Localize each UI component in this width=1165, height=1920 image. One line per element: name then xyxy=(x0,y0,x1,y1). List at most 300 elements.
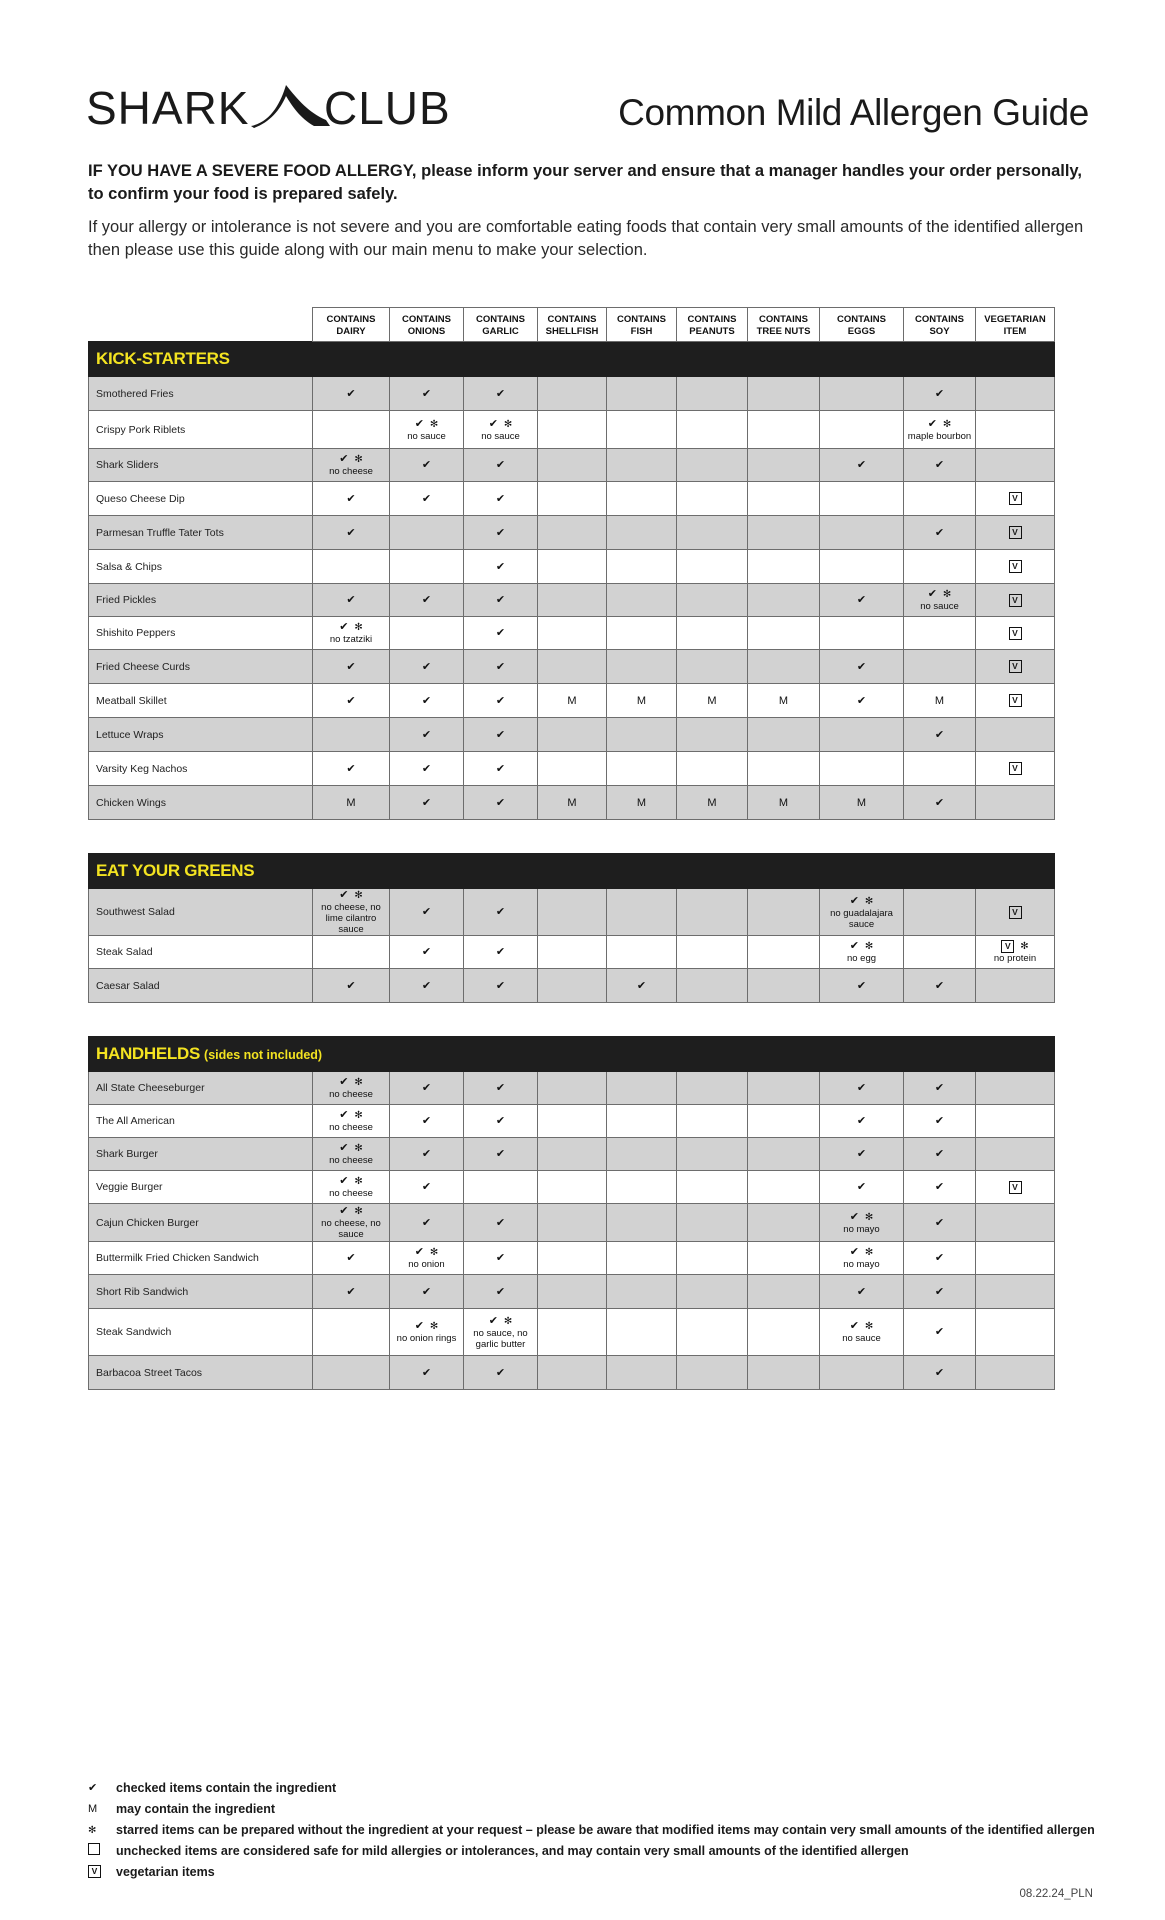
allergen-cell xyxy=(820,786,904,820)
column-header-soy xyxy=(904,308,976,342)
star-icon: ✻ xyxy=(354,1206,363,1217)
cell-symbols xyxy=(496,1286,505,1298)
cell-symbols xyxy=(489,418,513,430)
cell-content xyxy=(1009,526,1022,539)
cell-content xyxy=(329,453,373,477)
allergen-cell xyxy=(677,1204,748,1242)
allergen-cell xyxy=(607,449,677,482)
column-header-line: SOY xyxy=(929,325,950,337)
section-title: EAT YOUR GREENS xyxy=(96,861,255,880)
allergen-cell xyxy=(464,1275,538,1309)
cell-content xyxy=(313,1205,389,1240)
cell-content xyxy=(843,1211,879,1235)
allergen-cell xyxy=(607,1275,677,1309)
table-row xyxy=(89,1309,1055,1356)
allergen-cell xyxy=(677,752,748,786)
allergen-cell xyxy=(390,752,464,786)
cell-symbols xyxy=(935,729,944,741)
allergen-cell xyxy=(748,1171,820,1204)
column-header-line: CONTAINS xyxy=(617,313,666,325)
allergen-cell xyxy=(820,969,904,1003)
allergen-cell xyxy=(464,550,538,584)
cell-symbols xyxy=(567,695,576,707)
allergen-cell xyxy=(976,1105,1055,1138)
cell-content xyxy=(496,906,505,918)
allergen-cell xyxy=(464,584,538,617)
allergen-cell xyxy=(607,1309,677,1356)
cell-content xyxy=(1009,1181,1022,1194)
allergen-cell xyxy=(976,550,1055,584)
check-icon: ✔ xyxy=(339,1205,349,1217)
allergen-cell xyxy=(904,1242,976,1275)
menu-item-name: Veggie Burger xyxy=(89,1171,313,1204)
allergen-cell xyxy=(976,684,1055,718)
legend-symbol xyxy=(88,1782,116,1794)
cell-symbols xyxy=(935,388,944,400)
table-row xyxy=(89,969,1055,1003)
cell-symbols xyxy=(422,946,431,958)
allergen-cell xyxy=(464,482,538,516)
cell-content xyxy=(422,1148,431,1160)
allergen-cell xyxy=(677,1275,748,1309)
cell-content xyxy=(857,1181,866,1193)
table-row xyxy=(89,377,1055,411)
cell-symbols xyxy=(496,1148,505,1160)
check-icon: ✔ xyxy=(346,387,356,400)
table-row xyxy=(89,1171,1055,1204)
allergen-cell xyxy=(538,969,607,1003)
vegetarian-icon: V xyxy=(1001,940,1014,953)
allergen-cell xyxy=(538,684,607,718)
modification-note: no onion rings xyxy=(396,1333,457,1344)
cell-content xyxy=(857,459,866,471)
check-icon: ✔ xyxy=(849,1210,859,1223)
allergen-cell xyxy=(976,584,1055,617)
check-icon: ✔ xyxy=(856,594,867,606)
vegetarian-icon: V xyxy=(1009,560,1022,573)
table-row xyxy=(89,584,1055,617)
cell-symbols xyxy=(339,453,363,465)
allergen-cell xyxy=(313,1171,390,1204)
allergen-cell xyxy=(820,684,904,718)
check-icon: ✔ xyxy=(495,728,506,741)
allergen-cell xyxy=(748,516,820,550)
allergen-cell xyxy=(538,1356,607,1390)
cell-content xyxy=(1009,560,1022,573)
check-icon: ✔ xyxy=(934,1216,945,1229)
cell-symbols xyxy=(857,980,866,992)
cell-content xyxy=(994,940,1036,964)
document-code: 08.22.24_PLN xyxy=(1019,1888,1093,1900)
allergen-cell xyxy=(904,1309,976,1356)
cell-content xyxy=(857,980,866,992)
cell-content xyxy=(857,797,866,809)
cell-symbols xyxy=(935,980,944,992)
cell-content xyxy=(496,695,505,707)
cell-content xyxy=(330,621,372,645)
cell-content xyxy=(422,695,431,707)
allergen-cell xyxy=(820,617,904,650)
check-icon: ✔ xyxy=(495,1285,506,1298)
check-icon: ✔ xyxy=(421,459,432,471)
cell-content xyxy=(422,1286,431,1298)
cell-symbols xyxy=(496,946,505,958)
may-contain-mark: M xyxy=(567,796,577,809)
check-icon: ✔ xyxy=(346,526,356,539)
modification-note: no sauce xyxy=(481,430,520,442)
cell-symbols xyxy=(422,493,431,505)
check-icon: ✔ xyxy=(927,417,937,430)
cell-content xyxy=(496,763,505,775)
cell-content xyxy=(857,1082,866,1094)
cell-symbols xyxy=(339,1076,363,1088)
allergen-cell xyxy=(464,1171,538,1204)
check-icon: ✔ xyxy=(927,588,937,600)
allergen-cell xyxy=(464,449,538,482)
allergen-cell xyxy=(607,650,677,684)
section-title: HANDHELDS xyxy=(96,1044,201,1063)
allergen-cell xyxy=(390,718,464,752)
brand-text-right: CLUB xyxy=(324,82,451,130)
cell-content xyxy=(935,1181,944,1193)
star-icon: ✻ xyxy=(429,1321,439,1332)
legend-row xyxy=(88,1840,1128,1861)
cell-symbols xyxy=(422,594,431,606)
legend-symbol xyxy=(88,1803,116,1815)
may-contain-mark: M xyxy=(346,796,356,809)
allergen-cell xyxy=(390,1072,464,1105)
legend-row xyxy=(88,1777,1128,1798)
cell-symbols xyxy=(857,661,866,673)
cell-content xyxy=(346,388,355,400)
allergen-cell xyxy=(607,377,677,411)
cell-content xyxy=(496,946,505,958)
cell-content xyxy=(346,980,355,992)
menu-item-name: Salsa & Chips xyxy=(89,550,313,584)
vegetarian-icon: V xyxy=(1009,694,1022,707)
check-icon: ✔ xyxy=(339,1175,349,1187)
allergen-cell xyxy=(464,411,538,449)
cell-symbols xyxy=(567,797,576,809)
allergen-cell xyxy=(464,1242,538,1275)
cell-content xyxy=(779,695,788,707)
modification-note: no egg xyxy=(846,953,877,964)
cell-symbols xyxy=(346,594,355,606)
allergen-cell xyxy=(904,516,976,550)
allergen-cell xyxy=(538,1309,607,1356)
cell-symbols xyxy=(1009,560,1022,572)
check-icon: ✔ xyxy=(934,526,945,539)
column-header-line: CONTAINS xyxy=(476,313,525,325)
allergen-cell xyxy=(390,1105,464,1138)
allergen-cell xyxy=(538,411,607,449)
cell-symbols xyxy=(346,1286,355,1298)
allergen-cell xyxy=(904,1171,976,1204)
cell-symbols xyxy=(1009,594,1022,606)
cell-content xyxy=(820,895,903,930)
cell-symbols xyxy=(707,797,716,809)
allergen-cell xyxy=(748,377,820,411)
allergen-cell xyxy=(976,718,1055,752)
cell-content xyxy=(1009,492,1022,505)
menu-item-name: Short Rib Sandwich xyxy=(89,1275,313,1309)
table-row xyxy=(89,718,1055,752)
cell-content xyxy=(707,695,716,707)
cell-content xyxy=(847,940,876,964)
cell-content xyxy=(422,493,431,505)
allergen-cell xyxy=(313,718,390,752)
allergen-cell xyxy=(677,969,748,1003)
cell-symbols xyxy=(935,459,944,471)
column-header-eggs xyxy=(820,308,904,342)
section-header xyxy=(89,854,1055,889)
cell-symbols xyxy=(928,588,952,600)
table-row xyxy=(89,1138,1055,1171)
cell-symbols xyxy=(422,729,431,741)
modification-note: no cheese xyxy=(329,1188,373,1199)
cell-symbols xyxy=(496,695,505,707)
column-header-line: EGGS xyxy=(847,325,876,337)
cell-symbols xyxy=(415,1320,439,1332)
check-icon: ✔ xyxy=(495,492,506,505)
cell-symbols xyxy=(935,1252,944,1264)
column-header-line: PEANUTS xyxy=(689,325,735,337)
cell-content xyxy=(329,1142,373,1166)
allergen-cell xyxy=(607,1204,677,1242)
table-row xyxy=(89,482,1055,516)
cell-content xyxy=(496,797,505,809)
cell-symbols xyxy=(422,980,431,992)
cell-symbols xyxy=(422,1148,431,1160)
cell-symbols xyxy=(857,695,866,707)
cell-symbols xyxy=(928,418,952,430)
menu-item-name: Varsity Keg Nachos xyxy=(89,752,313,786)
allergen-cell xyxy=(820,377,904,411)
cell-content xyxy=(496,661,505,673)
allergen-cell xyxy=(607,969,677,1003)
cell-content xyxy=(346,797,355,809)
allergen-cell xyxy=(538,482,607,516)
modification-note: no mayo xyxy=(843,1259,880,1270)
table-row xyxy=(89,516,1055,550)
allergen-cell xyxy=(904,718,976,752)
cell-content xyxy=(329,1175,373,1199)
allergen-cell xyxy=(538,1171,607,1204)
allergen-cell xyxy=(748,1356,820,1390)
allergen-cell xyxy=(820,650,904,684)
allergen-cell xyxy=(748,1138,820,1171)
allergen-cell xyxy=(976,1356,1055,1390)
allergen-cell xyxy=(464,752,538,786)
allergen-cell xyxy=(538,752,607,786)
table-row xyxy=(89,1072,1055,1105)
modification-note: no sauce xyxy=(920,601,959,612)
severe-allergy-warning xyxy=(88,160,1098,206)
allergen-cell xyxy=(313,482,390,516)
menu-item-name: Fried Cheese Curds xyxy=(89,650,313,684)
menu-item-name: Steak Salad xyxy=(89,936,313,969)
check-icon: ✔ xyxy=(495,979,506,992)
modification-note: no cheese xyxy=(329,1122,373,1133)
allergen-cell xyxy=(976,1171,1055,1204)
cell-symbols xyxy=(339,889,363,901)
cell-symbols xyxy=(779,797,788,809)
table-row xyxy=(89,1356,1055,1390)
vegetarian-icon: V xyxy=(1009,492,1022,505)
cell-symbols xyxy=(857,797,866,809)
allergen-cell xyxy=(677,1356,748,1390)
cell-symbols xyxy=(489,1315,513,1327)
allergen-cell xyxy=(748,550,820,584)
allergen-cell xyxy=(904,936,976,969)
allergen-cell xyxy=(748,969,820,1003)
cell-content xyxy=(496,1367,505,1379)
allergen-cell xyxy=(677,786,748,820)
allergen-cell xyxy=(390,617,464,650)
check-icon: ✔ xyxy=(495,762,506,775)
cell-content xyxy=(707,797,716,809)
cell-content xyxy=(346,695,355,707)
cell-symbols xyxy=(779,695,788,707)
check-icon: ✔ xyxy=(856,1181,867,1193)
allergen-cell xyxy=(820,1309,904,1356)
check-icon: ✔ xyxy=(495,1148,506,1160)
check-icon: ✔ xyxy=(346,660,356,673)
cell-content xyxy=(496,980,505,992)
cell-content xyxy=(422,1181,431,1193)
allergen-cell xyxy=(748,1204,820,1242)
table-row xyxy=(89,936,1055,969)
legend-symbol xyxy=(88,1824,116,1836)
section-header xyxy=(89,1037,1055,1072)
legend-symbol xyxy=(88,1843,116,1858)
allergen-cell xyxy=(390,969,464,1003)
cell-content xyxy=(935,527,944,539)
cell-symbols xyxy=(339,621,363,633)
cell-content xyxy=(408,1246,444,1270)
allergen-cell xyxy=(904,449,976,482)
cell-content xyxy=(346,1286,355,1298)
cell-content xyxy=(329,1076,373,1100)
cell-content xyxy=(313,889,389,935)
cell-symbols xyxy=(496,1217,505,1229)
table-row xyxy=(89,650,1055,684)
star-icon: ✻ xyxy=(429,1247,439,1258)
cell-content xyxy=(422,980,431,992)
table-row xyxy=(89,786,1055,820)
allergen-cell xyxy=(607,752,677,786)
allergen-cell xyxy=(748,482,820,516)
warning-rest: please inform your server and ensure that a manager handles your order personally, to confirm your food is prepared safely. xyxy=(88,162,1082,203)
allergen-cell xyxy=(976,1204,1055,1242)
modification-note: no guadalajara sauce xyxy=(830,907,893,930)
allergen-cell xyxy=(748,1105,820,1138)
cell-symbols xyxy=(339,1175,363,1187)
modification-note: no sauce, no garlic butter xyxy=(473,1327,528,1350)
allergen-cell xyxy=(976,1242,1055,1275)
allergen-cell xyxy=(607,936,677,969)
check-icon: ✔ xyxy=(934,1181,945,1193)
table-row xyxy=(89,684,1055,718)
allergen-cell xyxy=(976,377,1055,411)
allergen-cell xyxy=(313,752,390,786)
cell-symbols xyxy=(496,561,505,573)
allergen-cell xyxy=(607,617,677,650)
cell-content xyxy=(908,418,971,442)
cell-symbols xyxy=(422,695,431,707)
cell-content xyxy=(422,1115,431,1127)
cell-content xyxy=(857,661,866,673)
vegetarian-icon: V xyxy=(1009,627,1022,640)
check-icon: ✔ xyxy=(849,940,859,952)
check-icon: ✔ xyxy=(488,1314,498,1327)
column-header-line: VEGETARIAN xyxy=(984,313,1046,325)
check-icon: ✔ xyxy=(339,1142,349,1154)
allergen-cell xyxy=(748,1309,820,1356)
star-icon: ✻ xyxy=(354,622,363,633)
cell-content xyxy=(935,695,944,707)
menu-item-name: Lettuce Wraps xyxy=(89,718,313,752)
column-header-line: FISH xyxy=(630,325,653,337)
allergen-cell xyxy=(390,482,464,516)
allergen-cell xyxy=(313,1242,390,1275)
cell-symbols xyxy=(857,1148,866,1160)
cell-symbols xyxy=(857,459,866,471)
allergen-cell xyxy=(607,482,677,516)
cell-content xyxy=(346,493,355,505)
allergen-cell xyxy=(313,684,390,718)
star-icon: ✻ xyxy=(429,418,439,430)
cell-content xyxy=(346,1252,355,1264)
cell-content xyxy=(422,388,431,400)
table-row xyxy=(89,1275,1055,1309)
allergen-cell xyxy=(313,584,390,617)
cell-symbols xyxy=(422,1181,431,1193)
allergen-cell xyxy=(748,650,820,684)
column-header-item xyxy=(976,308,1055,342)
allergen-cell xyxy=(976,1072,1055,1105)
allergen-cell xyxy=(748,752,820,786)
allergen-cell xyxy=(538,889,607,936)
may-contain-mark: M xyxy=(856,796,867,809)
allergen-cell xyxy=(607,718,677,752)
cell-content xyxy=(496,459,505,471)
legend-row xyxy=(88,1861,1128,1882)
legend-text: checked items contain the ingredient xyxy=(116,1780,337,1795)
check-icon: ✔ xyxy=(934,1326,945,1338)
star-icon: ✻ xyxy=(942,418,952,430)
check-icon: ✔ xyxy=(934,796,945,809)
cell-symbols xyxy=(935,1148,944,1160)
cell-content xyxy=(935,1286,944,1298)
allergen-cell xyxy=(904,752,976,786)
legend-text: starred items can be prepared without the ingredient at your request – please be aware that modified items may contain very small amounts of the identified allergen xyxy=(116,1822,1095,1837)
section-spacer xyxy=(89,820,1055,854)
cell-content xyxy=(1009,594,1022,607)
allergen-cell xyxy=(677,1309,748,1356)
cell-content xyxy=(346,661,355,673)
allergen-cell xyxy=(904,1105,976,1138)
allergen-cell xyxy=(607,786,677,820)
cell-content xyxy=(346,763,355,775)
allergen-cell xyxy=(607,889,677,936)
column-header-onions xyxy=(390,308,464,342)
check-icon: ✔ xyxy=(421,1082,432,1094)
allergen-cell xyxy=(390,449,464,482)
menu-item-name: Shishito Peppers xyxy=(89,617,313,650)
legend-text: vegetarian items xyxy=(116,1864,215,1879)
cell-content xyxy=(496,729,505,741)
